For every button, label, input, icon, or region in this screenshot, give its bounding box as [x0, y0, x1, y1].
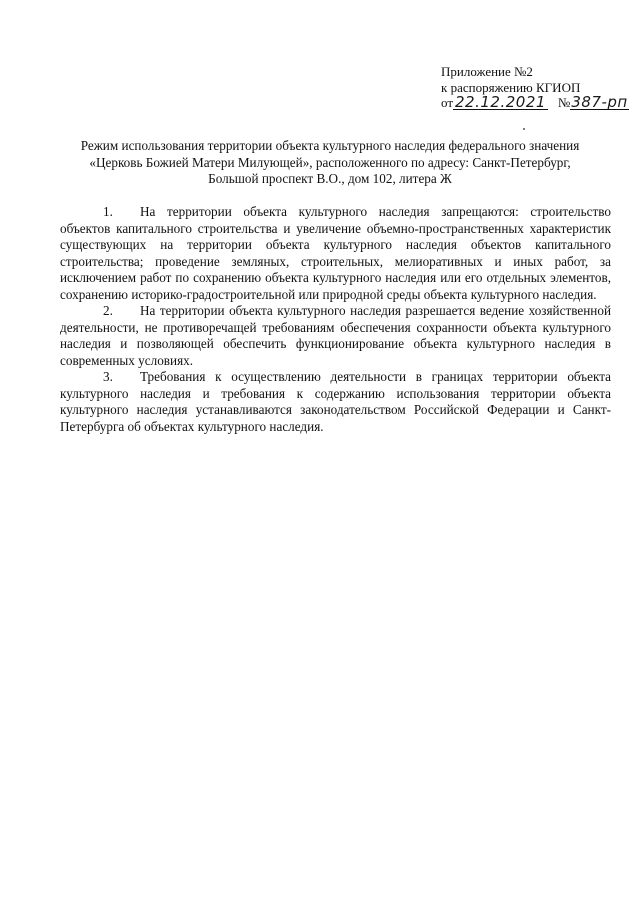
handwritten-number: 387-рп: [571, 93, 628, 111]
annex-date-number-line: [441, 95, 631, 111]
annex-reference: к распоряжению КГИОП: [441, 79, 581, 95]
paragraph-text: Требования к осуществлению деятельности в границах территории объекта культурного наследия и требования к содержанию использования территории объекта культурного наследия устанавливаются законодательством Российской Федерации и Санкт-Петербурга об объектах культурного наследия.: [60, 369, 611, 434]
annex-title: Приложение №2: [441, 64, 533, 79]
number-prefix: №: [557, 95, 571, 110]
paragraph-number: 3.: [103, 369, 113, 384]
date-prefix: от: [441, 95, 454, 110]
document-body: [60, 204, 611, 435]
scan-speck: [523, 128, 525, 130]
paragraph-text: На территории объекта культурного наследия запрещаются: строительство объектов капитального строительства и увеличение объемно-пространственных характеристик существующих на территории объекта культурного наследия объектов капитального строительства; проведение земляных, строительных, мелиоративных и иных работ, за исключением работ по сохранению объекта культурного наследия или его отдельных элементов, сохранению историко-градостроительной или природной среды объекта культурного наследия.: [60, 204, 611, 302]
annex-header: [441, 64, 631, 111]
title-line-2: «Церковь Божией Матери Милующей», расположенного по адресу: Санкт-Петербург,: [89, 154, 571, 170]
paragraph-number: 2.: [103, 303, 113, 318]
paragraph-2: [60, 303, 611, 369]
document-title: [60, 138, 600, 188]
title-line-3: Большой проспект В.О., дом 102, литера Ж: [208, 171, 452, 186]
handwritten-date: 22.12.2021: [455, 93, 546, 111]
paragraph-number: 1.: [103, 204, 113, 219]
title-line-1: Режим использования территории объекта культурного наследия федерального значения: [80, 138, 580, 153]
paragraph-text: На территории объекта культурного наследия разрешается ведение хозяйственной деятельности, не противоречащей требованиям обеспечения сохранности объекта культурного наследия и позволяющей обеспечить функционирование объекта культурного наследия в современных условиях.: [60, 303, 611, 368]
paragraph-3: [60, 369, 611, 435]
paragraph-1: [60, 204, 611, 303]
